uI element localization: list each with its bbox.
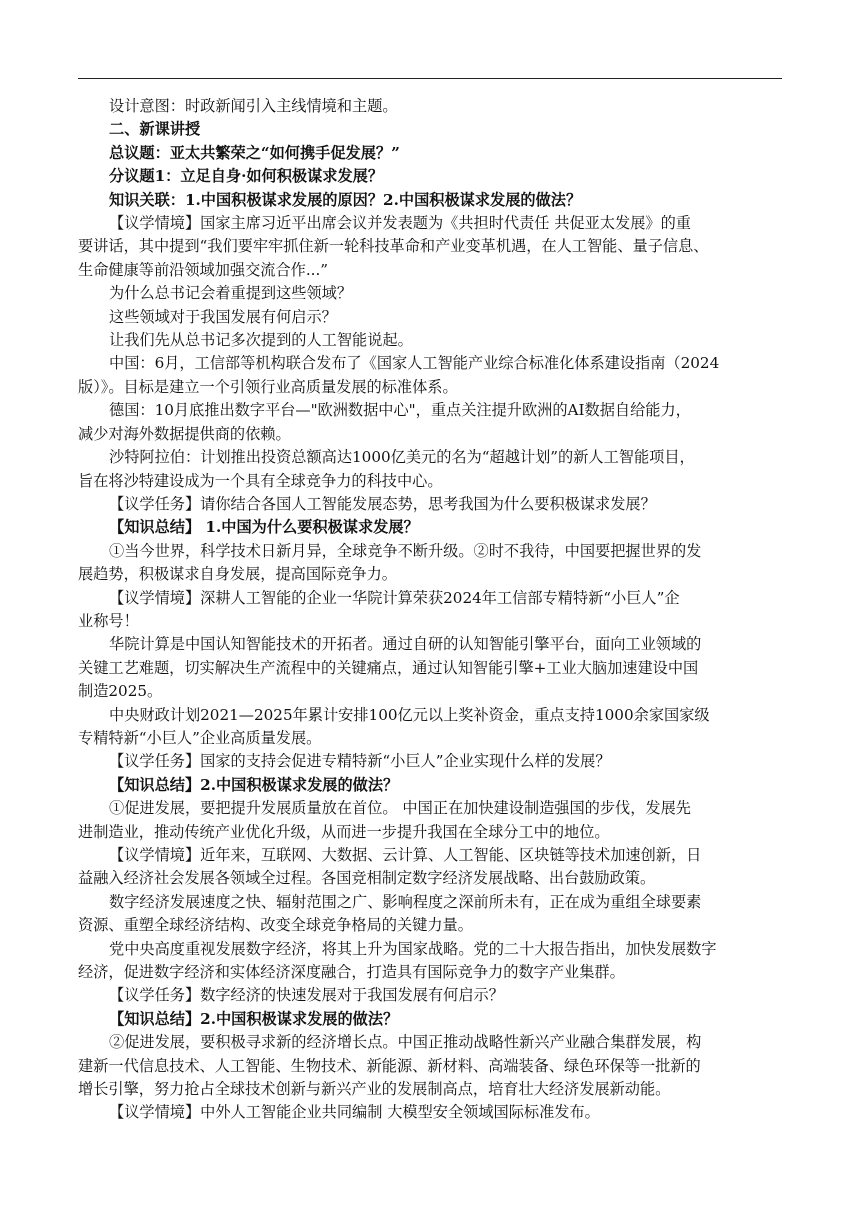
text-line: 【知识总结】2.中国积极谋求发展的做法？ bbox=[109, 775, 399, 794]
text-line: 这些领域对于我国发展有何启示？ bbox=[109, 307, 337, 326]
text-line: 数字经济发展速度之快、辐射范围之广、影响程度之深前所未有，正在成为重组全球要素 bbox=[109, 892, 702, 911]
text-line: 【议学情境】深耕人工智能的企业一华院计算荣获2024年工信部专精特新“小巨人”企 bbox=[109, 588, 680, 607]
text-line: 中国：6月，工信部等机构联合发布了《国家人工智能产业综合标准化体系建设指南（2024 bbox=[109, 354, 720, 373]
text-line: 减少对海外数据提供商的依赖。 bbox=[78, 424, 291, 443]
text-line: 总议题：亚太共繁荣之“如何携手促发展？” bbox=[109, 143, 400, 162]
text-line: 建新一代信息技术、人工智能、生物技术、新能源、新材料、高端装备、绿色环保等一批新的 bbox=[78, 1056, 701, 1075]
text-line: 【议学情境】近年来，互联网、大数据、云计算、人工智能、区块链等技术加速创新，日 bbox=[109, 846, 702, 864]
text-line: 【议学任务】数字经济的快速发展对于我国发展有何启示？ bbox=[109, 986, 504, 1005]
text-line: 知识关联：1.中国积极谋求发展的原因？2.中国积极谋求发展的做法？ bbox=[109, 190, 582, 209]
header-rule bbox=[78, 78, 782, 79]
text-line: 展趋势，积极谋求自身发展，提高国际竞争力。 bbox=[78, 565, 397, 584]
text-line: 【议学情境】中外人工智能企业共同编制 大模型安全领域国际标准发布。 bbox=[109, 1103, 600, 1122]
text-line: 德国：10月底推出数字平台—"欧洲数据中心"，重点关注提升欧洲的AI数据自给能力， bbox=[109, 401, 691, 420]
document-body bbox=[78, 95, 782, 1125]
text-line: 要讲话，其中提到“我们要牢牢抓住新一轮科技革命和产业变革机遇，在人工智能、量子信息、 bbox=[78, 237, 709, 256]
text-line: 二、新课讲授 bbox=[109, 120, 201, 139]
text-line: 【知识总结】2.中国积极谋求发展的做法？ bbox=[109, 1009, 399, 1028]
text-line: 资源、重塑全球经济结构、改变全球竞争格局的关键力量。 bbox=[78, 916, 473, 935]
text-line: 业称号！ bbox=[78, 611, 139, 630]
text-line: 关键工艺难题，切实解决生产流程中的关键痛点，通过认知智能引擎+工业大脑加速建设中国 bbox=[78, 658, 699, 677]
text-line: 华院计算是中国认知智能技术的开拓者。通过自研的认知智能引擎平台，面向工业领域的 bbox=[109, 635, 702, 654]
text-line: 【议学任务】国家的支持会促进专精特新“小巨人”企业实现什么样的发展？ bbox=[109, 752, 611, 771]
text-line: 专精特新“小巨人”企业高质量发展。 bbox=[78, 728, 322, 747]
text-line: 【知识总结】 1.中国为什么要积极谋求发展？ bbox=[109, 518, 419, 537]
text-line: 进制造业，推动传统产业优化升级，从而进一步提升我国在全球分工中的地位。 bbox=[78, 822, 610, 841]
text-line: 分议题1：立足自身·如何积极谋求发展？ bbox=[109, 167, 384, 186]
text-line: 旨在将沙特建设成为一个具有全球竞争力的科技中心。 bbox=[78, 471, 443, 490]
text-line: ①当今世界，科学技术日新月异，全球竞争不断升级。②时不我待，中国要把握世界的发 bbox=[109, 541, 702, 560]
text-line: 设计意图：时政新闻引入主线情境和主题。 bbox=[109, 97, 398, 115]
text-line: ②促进发展，要积极寻求新的经济增长点。中国正推动战略性新兴产业融合集群发展，构 bbox=[109, 1033, 702, 1052]
text-line: 经济，促进数字经济和实体经济深度融合，打造具有国际竞争力的数字产业集群。 bbox=[78, 963, 625, 982]
text-line: 党中央高度重视发展数字经济，将其上升为国家战略。党的二十大报告指出，加快发展数字 bbox=[109, 939, 717, 958]
text-line: 让我们先从总书记多次提到的人工智能说起。 bbox=[109, 331, 413, 350]
text-line: ①促进发展，要把提升发展质量放在首位。 中国正在加快建设制造强国的步伐，发展先 bbox=[109, 799, 691, 818]
text-line: 生命健康等前沿领域加强交流合作...” bbox=[78, 260, 329, 279]
text-line: 【议学情境】国家主席习近平出席会议并发表题为《共担时代责任 共促亚太发展》的重 bbox=[109, 214, 691, 233]
text-line: 版）》。目标是建立一个引领行业高质量发展的标准体系。 bbox=[78, 377, 458, 396]
text-line: 为什么总书记会着重提到这些领域？ bbox=[109, 284, 352, 303]
text-line: 【议学任务】请你结合各国人工智能发展态势，思考我国为什么要积极谋求发展？ bbox=[109, 494, 656, 513]
text-line: 益融入经济社会发展各领域全过程。各国竞相制定数字经济发展战略、出台鼓励政策。 bbox=[78, 869, 656, 888]
text-line: 中央财政计划2021—2025年累计安排100亿元以上奖补资金，重点支持1000余家国家级 bbox=[109, 705, 710, 724]
text-line: 制造2025。 bbox=[78, 682, 163, 701]
text-line: 增长引擎，努力抢占全球技术创新与新兴产业的发展制高点，培育壮大经济发展新动能。 bbox=[78, 1080, 671, 1099]
text-line: 沙特阿拉伯：计划推出投资总额高达1000亿美元的名为“超越计划”的新人工智能项目， bbox=[109, 448, 695, 467]
